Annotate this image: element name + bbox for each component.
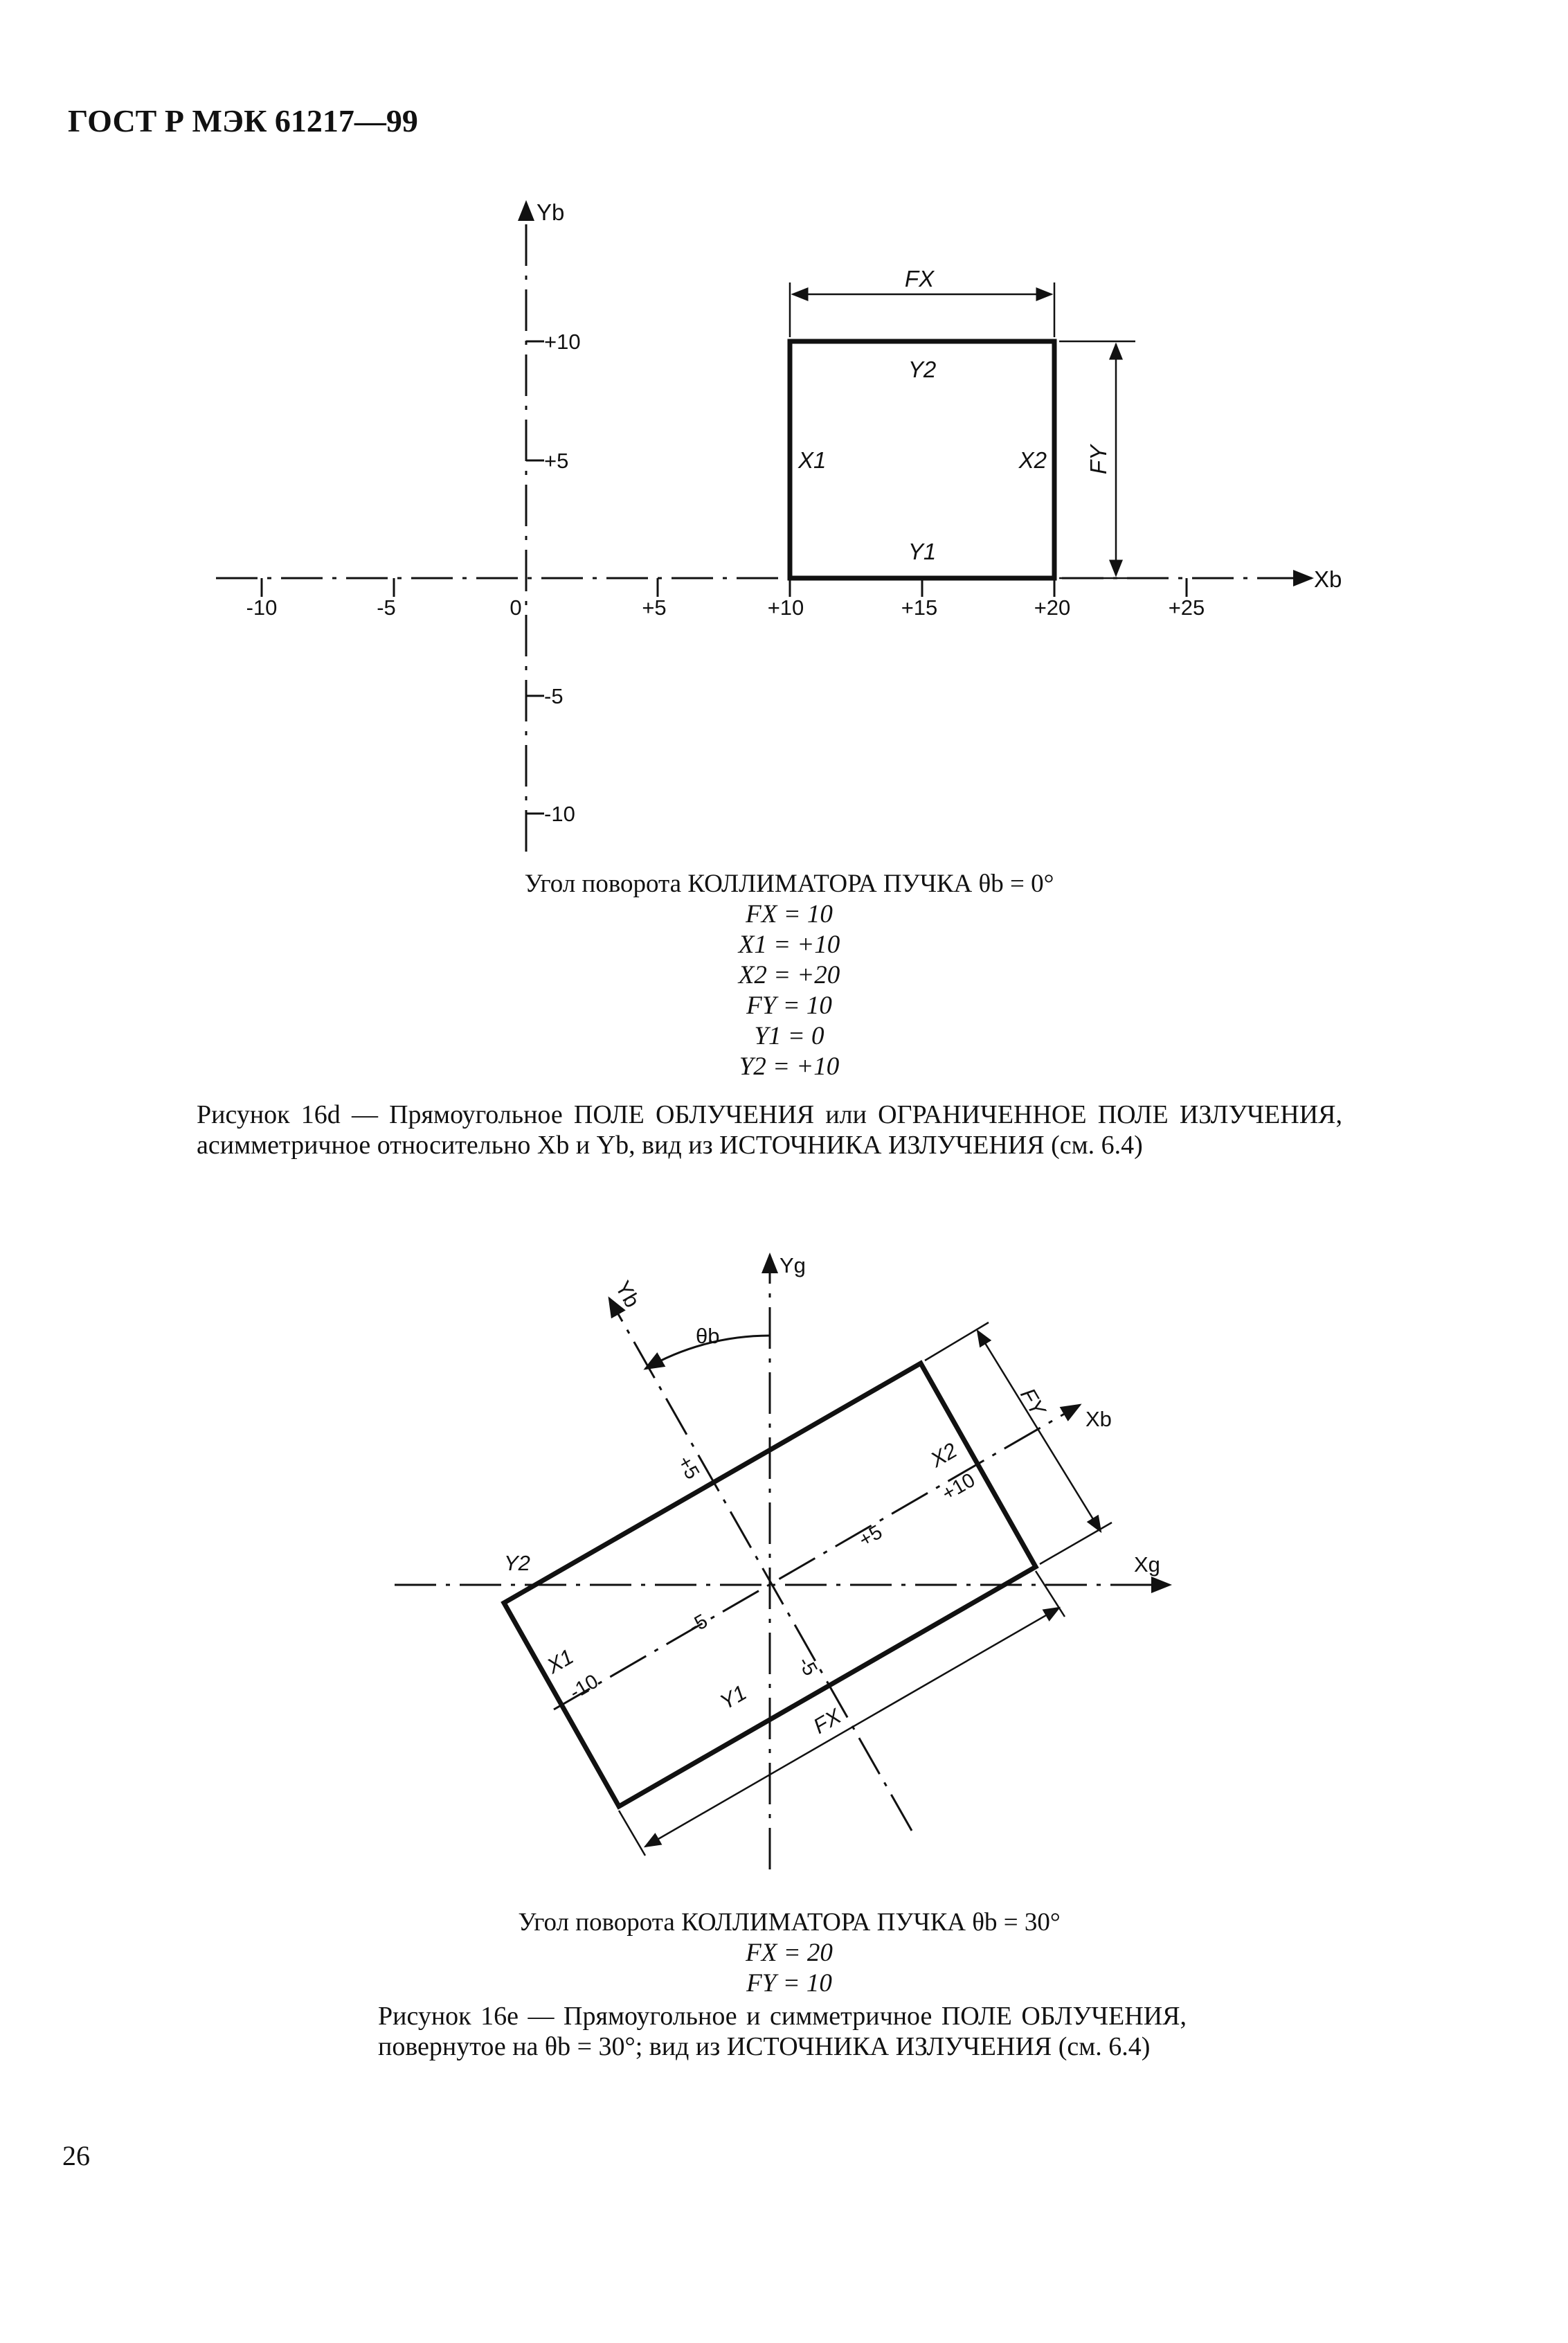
y2-param: Y2 = +10 bbox=[739, 1052, 840, 1081]
x-tick-label: -10 bbox=[246, 595, 278, 620]
x-tick-label: 0 bbox=[510, 595, 522, 620]
y1-label: Y1 bbox=[908, 539, 937, 564]
xb-tick-label: +10 bbox=[938, 1469, 980, 1506]
x-tick-label: +5 bbox=[642, 595, 667, 620]
fx-param: FX = 20 bbox=[746, 1939, 833, 1967]
yb-tick-label: +5 bbox=[672, 1452, 704, 1484]
y2-label-rotated: Y2 bbox=[504, 1551, 530, 1575]
y-tick-label: +10 bbox=[544, 330, 581, 354]
x-tick-label: +20 bbox=[1034, 595, 1071, 620]
fx-dimension-line-rotated bbox=[645, 1608, 1059, 1847]
x2-label-rotated: X2 bbox=[926, 1437, 962, 1473]
theta-label: θb bbox=[696, 1324, 720, 1348]
x1-label-rotated: X1 bbox=[543, 1644, 578, 1679]
figure-16d-caption: Рисунок 16d — Прямоугольное ПОЛЕ ОБЛУЧЕНИЯ или ОГРАНИЧЕННОЕ ПОЛЕ ИЗЛУЧЕНИЯ, асимметричное относительно Xb и Yb, вид из ИСТОЧНИКА ИЗЛУЧЕНИЯ (см. 6.4) bbox=[197, 1100, 1342, 1160]
y-tick-label: -10 bbox=[544, 802, 575, 826]
fx-param: FX = 10 bbox=[746, 900, 833, 928]
yb-axis-label: Yb bbox=[537, 199, 565, 225]
x-tick-label: +10 bbox=[767, 595, 804, 620]
y1-param: Y1 = 0 bbox=[754, 1022, 824, 1050]
yb-axis-label-rotated: Yb bbox=[610, 1277, 645, 1312]
x-tick-label: +25 bbox=[1168, 595, 1205, 620]
fy-label-rotated: FY bbox=[1016, 1383, 1051, 1420]
figure-16e-caption: Рисунок 16е — Прямоугольное и симметричное ПОЛЕ ОБЛУЧЕНИЯ, повернутое на θb = 30°; вид из ИСТОЧНИКА ИЗЛУЧЕНИЯ (см. 6.4) bbox=[378, 2002, 1187, 2061]
fx-label: FX bbox=[904, 266, 935, 291]
xb-axis-label: Xb bbox=[1314, 566, 1342, 592]
x1-param: X1 = +10 bbox=[738, 931, 840, 959]
document-header: ГОСТ Р МЭК 61217—99 bbox=[68, 103, 418, 138]
x-tick-label: -5 bbox=[377, 595, 396, 620]
x2-param: X2 = +20 bbox=[738, 961, 840, 989]
yg-axis-label: Yg bbox=[780, 1253, 806, 1277]
y-tick-label: -5 bbox=[544, 684, 564, 708]
x2-label: X2 bbox=[1018, 447, 1047, 473]
figure-16e-parameters bbox=[443, 1907, 1135, 1999]
angle-param: Угол поворота КОЛЛИМАТОРА ПУЧКА θb = 0° bbox=[524, 870, 1054, 898]
xg-axis-label: Xg bbox=[1134, 1552, 1160, 1577]
page-number: 26 bbox=[62, 2140, 90, 2171]
figure-16e-diagram bbox=[0, 1232, 1568, 1939]
yb-tick-label: -5 bbox=[793, 1653, 822, 1680]
fy-param: FY = 10 bbox=[746, 991, 832, 1020]
x1-label: X1 bbox=[798, 447, 827, 473]
fy-param: FY = 10 bbox=[746, 1969, 832, 1998]
xb-tick-label: -10 bbox=[566, 1670, 602, 1705]
xb-axis-label-rotated: Xb bbox=[1085, 1407, 1112, 1431]
y2-label: Y2 bbox=[908, 357, 937, 382]
angle-param: Угол поворота КОЛЛИМАТОРА ПУЧКА θb = 30° bbox=[518, 1908, 1061, 1937]
y-tick-label: +5 bbox=[544, 449, 569, 473]
x-tick-label: +15 bbox=[901, 595, 938, 620]
xb-tick-label: -5 bbox=[685, 1610, 712, 1639]
fy-label: FY bbox=[1085, 445, 1111, 475]
yb-axis-rotated bbox=[609, 1298, 912, 1831]
xb-tick-label: +5 bbox=[855, 1520, 887, 1552]
fx-label-rotated: FX bbox=[809, 1703, 845, 1739]
y1-label-rotated: Y1 bbox=[716, 1680, 751, 1715]
